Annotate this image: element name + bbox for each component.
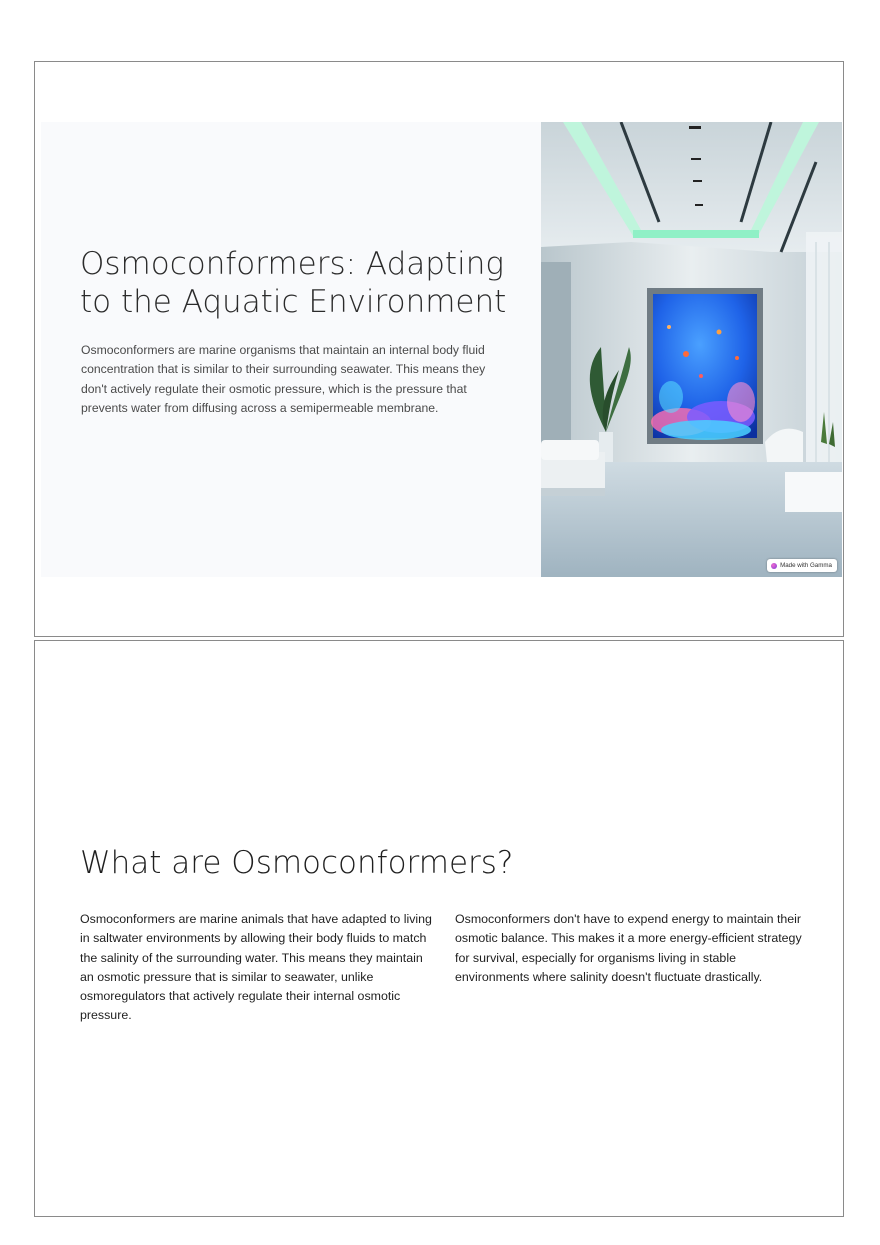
made-with-gamma-badge[interactable]	[767, 559, 837, 572]
slide-2-title: What are Osmoconformers?	[80, 845, 514, 881]
aquarium-room-image	[541, 122, 842, 577]
slide-2-left-column: Osmoconformers are marine animals that have adapted to living in saltwater environments by allowing their body fluids to match the salinity of the surrounding water. This means they maintain an osmotic pressure that is similar to seawater, unlike osmoregulators that actively regulate their internal osmotic pressure.	[80, 912, 432, 1023]
slide-1-card	[41, 122, 842, 577]
slide-2	[34, 640, 844, 1217]
text-panel	[41, 122, 541, 577]
badge-label: Made with Gamma	[780, 562, 832, 569]
slide-1-title: Osmoconformers: Adapting to the Aquatic Environment	[80, 246, 507, 320]
slide-2-right-column: Osmoconformers don't have to expend energy to maintain their osmotic balance. This makes it a more energy-efficient strategy for survival, especially for organisms living in stable environments where salinity doesn't fluctuate drastically.	[455, 912, 802, 984]
aquarium-room-illustration	[541, 122, 842, 577]
gamma-logo-icon	[771, 563, 777, 569]
slide-1	[34, 61, 844, 637]
slide-1-body: Osmoconformers are marine organisms that maintain an internal body fluid concentration that is similar to their surrounding seawater. This means they don't actively regulate their osmotic pressure, which is the pressure that prevents water from diffusing across a semipermeable membrane.	[81, 343, 486, 415]
